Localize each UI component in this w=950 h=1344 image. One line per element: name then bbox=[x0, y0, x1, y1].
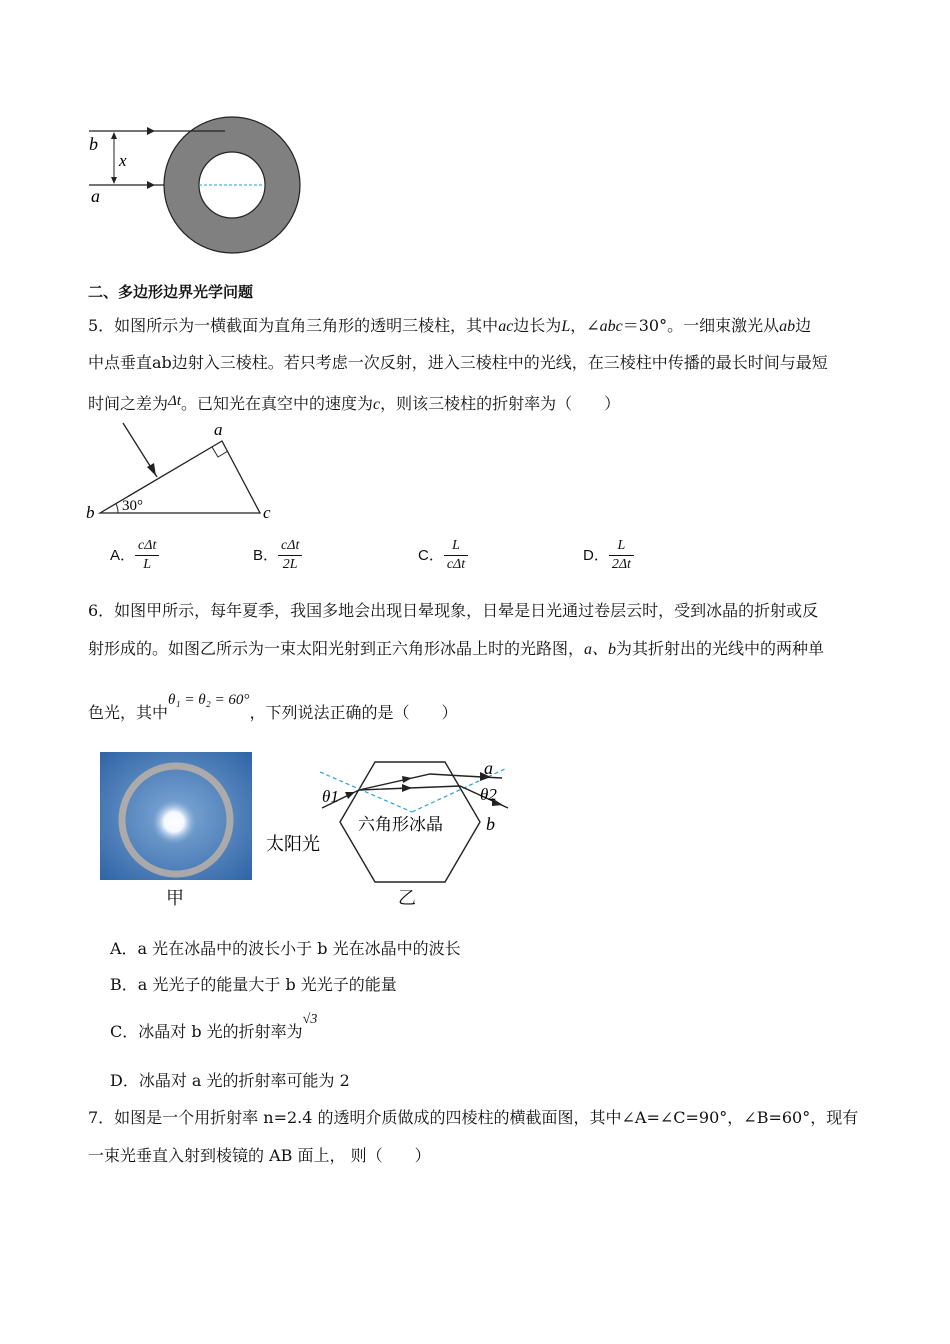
q5-option-b[interactable]: B． $\frac{\text{cΔt}}{2L}$ bbox=[253, 538, 302, 573]
label-x: x bbox=[119, 151, 127, 170]
label-a: a bbox=[484, 758, 493, 778]
caption-left: 甲 bbox=[166, 888, 184, 909]
q5-line3: 时间之差为Δt。已知光在真空中的速度为c，则该三棱柱的折射率为（ ） bbox=[88, 393, 621, 413]
fraction: $\frac{\text{cΔt}}{L}$ bbox=[135, 538, 159, 573]
angle-arc bbox=[116, 504, 118, 513]
dim-arrow-top bbox=[111, 132, 117, 139]
ring-figure bbox=[85, 110, 315, 260]
q5-line1: 5．如图所示为一横截面为直角三角形的透明三棱柱，其中ac边长为L，∠abc＝30°。一细束激光从ab边 bbox=[88, 316, 812, 335]
dim-arrow-bottom bbox=[111, 177, 117, 184]
label-b: b bbox=[86, 503, 95, 522]
label-a: a bbox=[91, 186, 100, 206]
q6-option-b[interactable]: B．a 光光子的能量大于 b 光光子的能量 bbox=[110, 975, 397, 994]
q5-option-a[interactable]: A． $\frac{\text{cΔt}}{L}$ bbox=[110, 538, 159, 573]
q6-option-d[interactable]: D．冰晶对 a 光的折射率可能为 2 bbox=[110, 1071, 350, 1090]
fraction: $\frac{L}{\text{cΔt}}$ bbox=[444, 538, 468, 573]
q5-option-d[interactable]: D． $\frac{L}{2\Delta t}$ bbox=[583, 538, 634, 573]
q5-option-c[interactable]: C． $\frac{L}{\text{cΔt}}$ bbox=[418, 538, 468, 573]
q7-line1: 7．如图是一个用折射率 n=2.4 的透明介质做成的四棱柱的横截面图，其中∠A=∠C=90°，∠B=60°，现有 bbox=[88, 1108, 859, 1127]
ray-b-arrow bbox=[147, 127, 155, 135]
label-crystal: 六角形冰晶 bbox=[358, 815, 443, 835]
label-angle: 30° bbox=[122, 498, 143, 514]
triangle-figure bbox=[82, 418, 282, 526]
fraction: $\frac{L}{2\Delta t}$ bbox=[609, 538, 634, 573]
label-c: c bbox=[263, 503, 271, 522]
q6-line3: 色光，其中θ₁ = θ₂ = 60°，下列说法正确的是（ ） bbox=[88, 692, 458, 722]
q5-line2: 中点垂直ab边射入三棱柱。若只考虑一次反射，进入三棱柱中的光线，在三棱柱中传播的最长时间与最短 bbox=[88, 353, 828, 372]
ray-lower-arrow bbox=[402, 784, 412, 792]
q6-option-a[interactable]: A．a 光在冰晶中的波长小于 b 光在冰晶中的波长 bbox=[110, 939, 461, 958]
q6-line1: 6．如图甲所示，每年夏季，我国多地会出现日晕现象，日晕是日光通过卷层云时，受到冰晶的折射或反 bbox=[88, 601, 819, 620]
sun-icon bbox=[152, 800, 196, 844]
caption-right: 乙 bbox=[398, 888, 416, 909]
hexagon-figure bbox=[262, 750, 522, 910]
label-a: a bbox=[214, 420, 223, 439]
section-heading: 二、多边形边界光学问题 bbox=[88, 283, 254, 301]
label-theta2: θ2 bbox=[480, 785, 497, 804]
q6-option-c[interactable]: C．冰晶对 b 光的折射率为√3 bbox=[110, 1021, 317, 1045]
label-b: b bbox=[89, 134, 98, 154]
q7-line2: 一束光垂直入射到棱镜的 AB 面上， 则（ ） bbox=[88, 1146, 431, 1165]
sqrt3: √3 bbox=[302, 1012, 318, 1027]
label-sunlight: 太阳光 bbox=[266, 834, 320, 855]
q6-line2: 射形成的。如图乙所示为一束太阳光射到正六角形冰晶上时的光路图，a、b为其折射出的光线中的两种单 bbox=[88, 639, 825, 658]
halo-photo bbox=[100, 752, 252, 880]
ray-upper-arrow bbox=[402, 776, 412, 783]
fraction: $\frac{\text{cΔt}}{2L}$ bbox=[278, 538, 302, 573]
label-b: b bbox=[486, 814, 495, 834]
ray-a-arrow bbox=[147, 181, 155, 189]
label-theta1: θ1 bbox=[322, 787, 339, 806]
incident-ray-arrow bbox=[147, 463, 156, 476]
